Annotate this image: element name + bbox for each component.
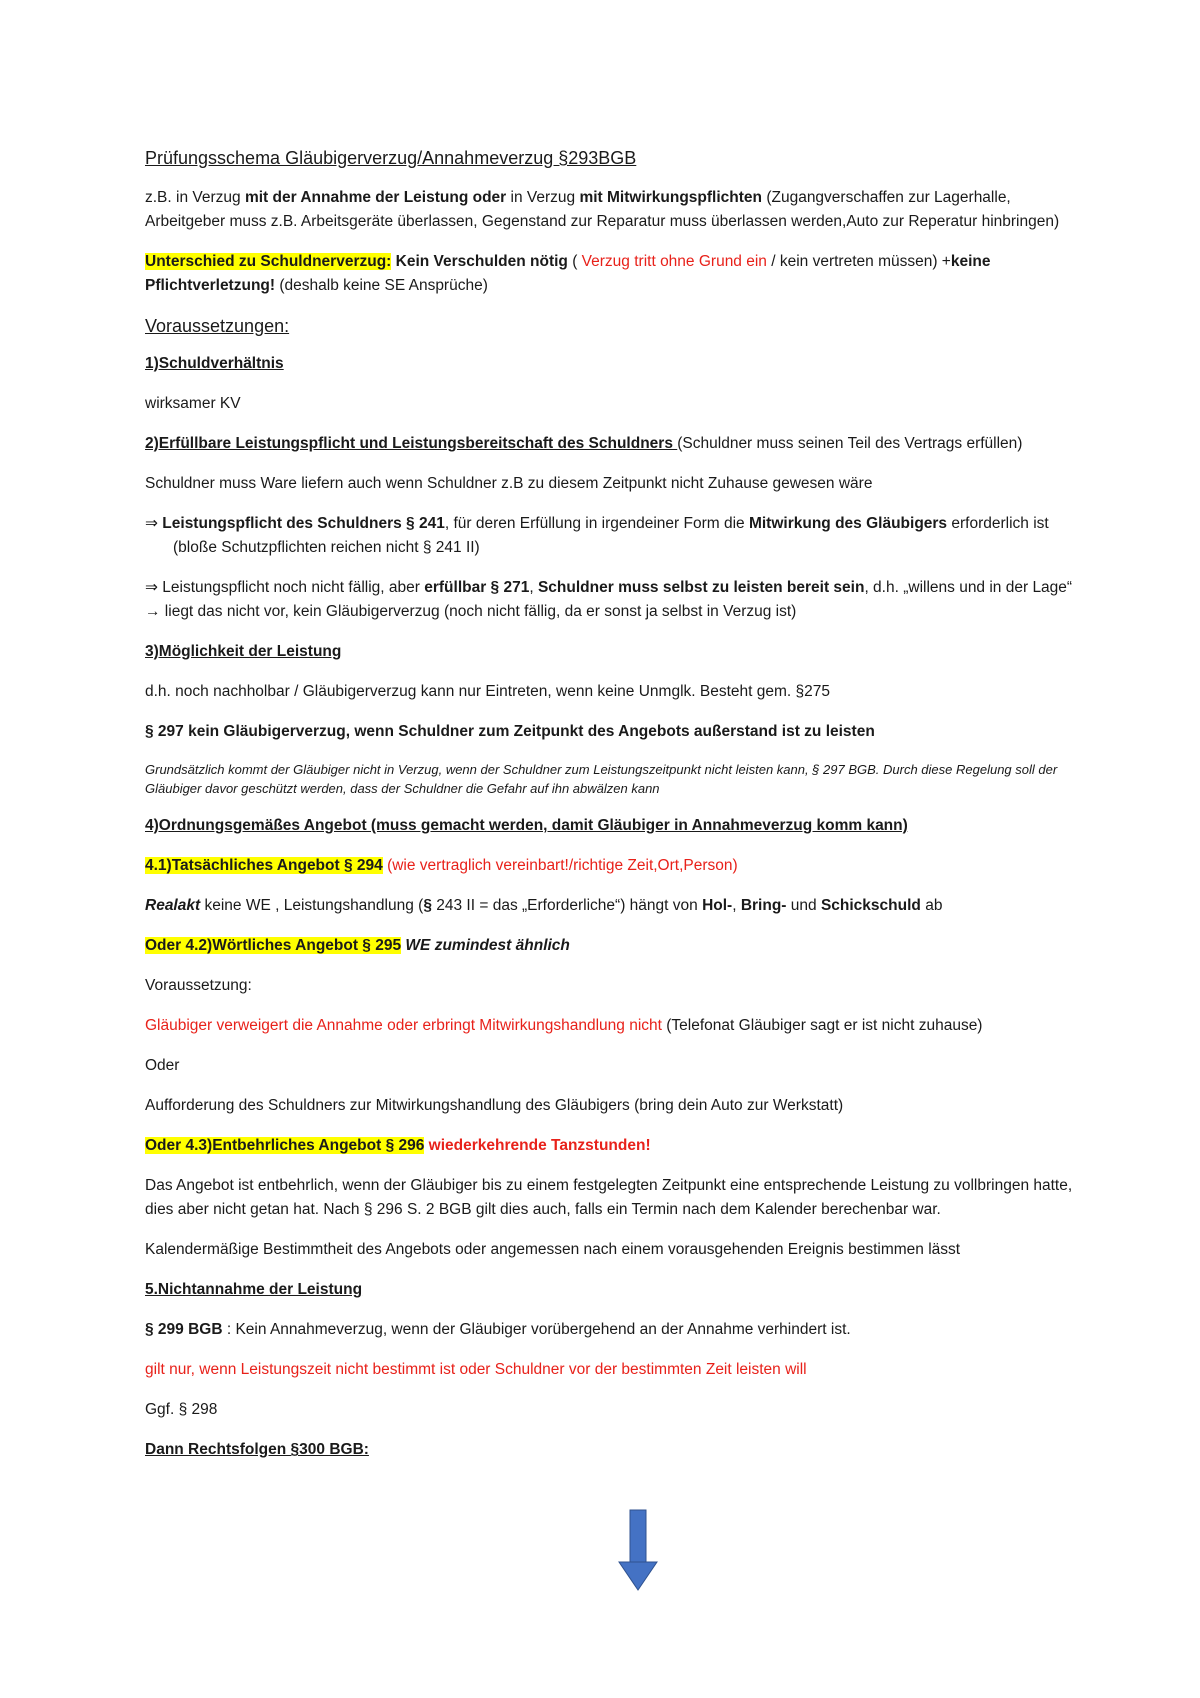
- down-arrow-icon: [618, 1508, 658, 1592]
- ggf-text: Ggf. § 298: [145, 1401, 218, 1418]
- unterschied-label: Unterschied zu Schuldnerverzug:: [145, 253, 392, 270]
- realakt-bold-text: Bring-: [740, 897, 787, 914]
- glaeubiger-red-text: Gläubiger verweigert die Annahme oder erbringt Mitwirkungshandlung nicht: [145, 1017, 662, 1034]
- section-4-2-label: Oder 4.2)Wörtliches Angebot § 295: [145, 937, 402, 954]
- section-2-heading-line: [145, 432, 1075, 456]
- intro-bold-annahme: mit der Annahme der Leistung oder: [244, 189, 507, 206]
- paragraph-299: [145, 1318, 1075, 1342]
- section-2-text: Schuldner muss Ware liefern auch wenn Schuldner z.B zu diesem Zeitpunkt nicht Zuhause gewesen wäre: [145, 475, 873, 492]
- section-3-note: Grundsätzlich kommt der Gläubiger nicht in Verzug, wenn der Schuldner zum Leistungszeitpunkt nicht leisten kann, § 297 BGB. Durch diese Regelung soll der Gläubiger davor geschützt werden, dass der Schuldner die Gefahr auf ihn abwälzen kann: [145, 762, 1058, 796]
- section-4-2-line: [145, 934, 1075, 958]
- unterschied-text: (: [567, 253, 582, 270]
- point-text: erforderlich ist: [947, 515, 1049, 532]
- section-4-1-label: 4.1)Tatsächliches Angebot § 294: [145, 857, 383, 874]
- paragraph-299-text: : Kein Annahmeverzug, wenn der Gläubiger vorübergehend an der Annahme verhindert ist.: [222, 1321, 851, 1338]
- rechtsfolgen-heading: Dann Rechtsfolgen §300 BGB:: [145, 1441, 369, 1458]
- realakt-paragraph: [145, 894, 1075, 918]
- intro-text: z.B. in Verzug: [145, 189, 245, 206]
- kalender-paragraph: Kalendermäßige Bestimmtheit des Angebots oder angemessen nach einem vorausgehenden Ereignis bestimmen lässt: [145, 1241, 961, 1258]
- point-text: , d.h. „willens und in der Lage“ → liegt das nicht vor, kein Gläubigerverzug (noch nicht fällig, da er sonst ja selbst in Verzug ist): [145, 579, 1073, 620]
- unterschied-red-text: Verzug tritt ohne Grund ein: [581, 253, 767, 270]
- document-content: [145, 146, 1075, 1478]
- intro-text: (Zugangverschaffen zur Lagerhalle, Arbeitgeber muss z.B. Arbeitsgeräte überlassen, Gegenstand zur Reparatur muss überlassen werden,Auto zur Reperatur hinbringen): [145, 189, 1060, 230]
- section-4-1-red-tail: (wie vertraglich vereinbart!/richtige Zeit,Ort,Person): [382, 857, 738, 874]
- section-1-text: wirksamer KV: [145, 395, 241, 412]
- section-4-3-red-tail: wiederkehrende Tanzstunden!: [424, 1137, 651, 1154]
- oder-text: Oder: [145, 1057, 180, 1074]
- point-text: ,: [529, 579, 538, 596]
- realakt-text: ab: [920, 897, 943, 914]
- voraussetzung-label: Voraussetzung:: [145, 977, 252, 994]
- point-bold-text: Schuldner muss selbst zu leisten bereit sein: [537, 579, 865, 596]
- section-2-heading-tail: (Schuldner muss seinen Teil des Vertrags erfüllen): [677, 435, 1023, 452]
- section-5-red-text: gilt nur, wenn Leistungszeit nicht bestimmt ist oder Schuldner vor der bestimmten Zeit leisten will: [145, 1361, 807, 1378]
- unterschied-text: (deshalb keine SE Ansprüche): [275, 277, 488, 294]
- page-title: Prüfungsschema Gläubigerverzug/Annahmeverzug §293BGB: [145, 148, 637, 168]
- section-2-heading: 2)Erfüllbare Leistungspflicht und Leistungsbereitschaft des Schuldners: [145, 435, 678, 452]
- realakt-bold-text: Hol-: [702, 897, 733, 914]
- implies-arrow-icon: ⇒: [145, 579, 163, 596]
- intro-bold-mitwirkung: mit Mitwirkungspflichten: [579, 189, 763, 206]
- section-3-heading: 3)Möglichkeit der Leistung: [145, 643, 342, 660]
- realakt-text: §: [423, 897, 432, 914]
- voraussetzungen-heading: Voraussetzungen:: [145, 316, 290, 336]
- unterschied-text: / kein vertreten müssen) +: [766, 253, 951, 270]
- point-bold-text: Leistungspflicht des Schuldners § 241: [162, 515, 445, 532]
- realakt-text: ,: [732, 897, 741, 914]
- section-4-1-line: [145, 854, 1075, 878]
- realakt-label: Realakt: [145, 897, 201, 914]
- section-2-point-1: [145, 512, 1075, 560]
- point-bold-text: Mitwirkung des Gläubigers: [748, 515, 948, 532]
- realakt-text: 243 II = das „Erforderliche“) hängt von: [431, 897, 703, 914]
- unterschied-bold-text: keine Pflichtverletzung!: [145, 253, 991, 294]
- realakt-text: keine WE , Leistungshandlung (: [200, 897, 424, 914]
- section-4-3-label: Oder 4.3)Entbehrliches Angebot § 296: [145, 1137, 425, 1154]
- intro-text: in Verzug: [506, 189, 580, 206]
- paragraph-299-label: § 299 BGB: [145, 1321, 223, 1338]
- section-4-3-line: [145, 1134, 1075, 1158]
- section-2-point-2: [145, 576, 1075, 624]
- glaeubiger-paragraph: [145, 1014, 1075, 1038]
- implies-arrow-icon: ⇒: [145, 515, 163, 532]
- section-3-paragraph-297: § 297 kein Gläubigerverzug, wenn Schuldner zum Zeitpunkt des Angebots außerstand ist zu leisten: [145, 723, 875, 740]
- section-3-text: d.h. noch nachholbar / Gläubigerverzug kann nur Eintreten, wenn keine Unmglk. Besteht gem. §275: [145, 683, 830, 700]
- point-text: , für deren Erfüllung in irgendeiner Form die: [444, 515, 749, 532]
- aufforderung-text: Aufforderung des Schuldners zur Mitwirkungshandlung des Gläubigers (bring dein Auto zur Werkstatt): [145, 1097, 844, 1114]
- point-text: Leistungspflicht noch nicht fällig, aber: [162, 579, 425, 596]
- intro-paragraph: [145, 186, 1075, 234]
- realakt-text: und: [786, 897, 821, 914]
- section-4-heading: 4)Ordnungsgemäßes Angebot (muss gemacht werden, damit Gläubiger in Annahmeverzug komm kann): [145, 817, 908, 834]
- point-bold-text: erfüllbar § 271: [424, 579, 530, 596]
- realakt-bold-text: Schickschuld: [820, 897, 921, 914]
- glaeubiger-text: (Telefonat Gläubiger sagt er ist nicht zuhause): [661, 1017, 983, 1034]
- section-5-heading: 5.Nichtannahme der Leistung: [145, 1281, 363, 1298]
- section-4-2-tail: WE zumindest ähnlich: [401, 937, 570, 954]
- unterschied-paragraph: [145, 250, 1075, 298]
- entbehrlich-paragraph: Das Angebot ist entbehrlich, wenn der Gläubiger bis zu einem festgelegten Zeitpunkt eine entsprechende Leistung zu vollbringen hatte, dies aber nicht getan hat. Nach § 296 S. 2 BGB gilt dies auch, falls ein Termin nach dem Kalender berechenbar war.: [145, 1177, 1073, 1218]
- section-1-heading: 1)Schuldverhältnis: [145, 355, 284, 372]
- point-text: (bloße Schutzpflichten reichen nicht § 241 II): [173, 539, 480, 556]
- unterschied-text: Kein Verschulden nötig: [391, 253, 568, 270]
